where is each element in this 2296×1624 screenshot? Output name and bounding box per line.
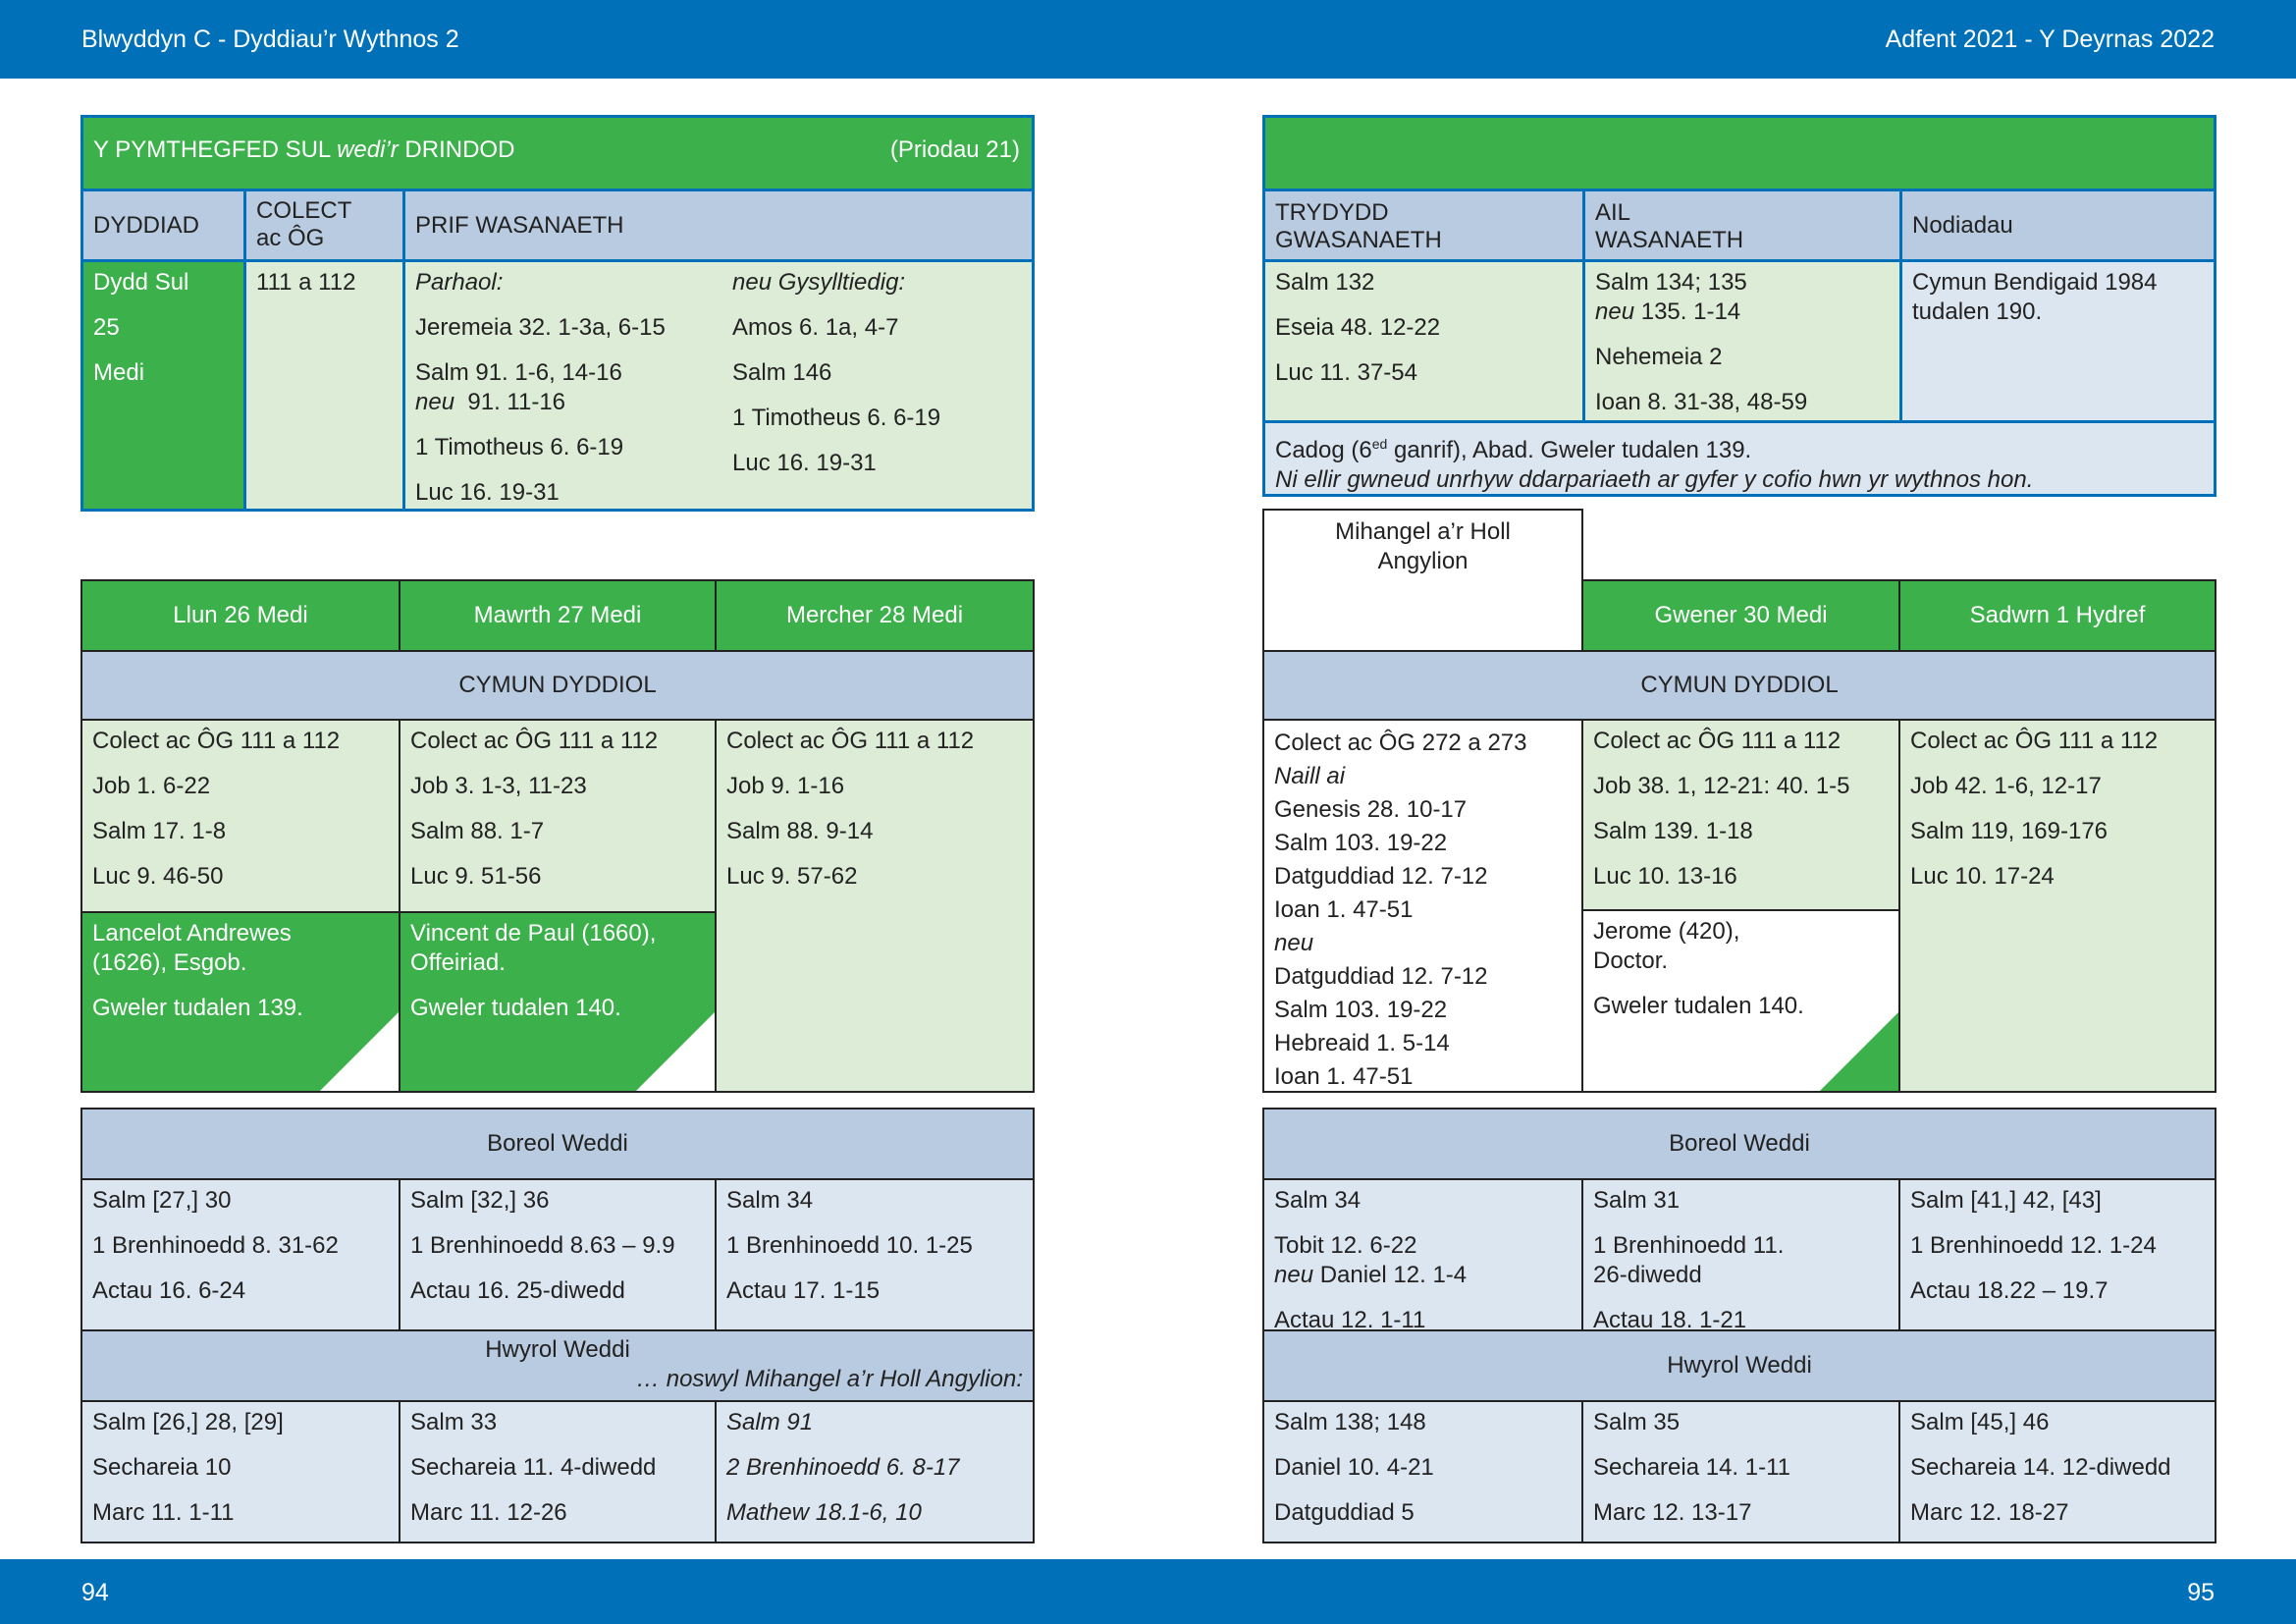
corner-triangle-mark — [1820, 1012, 1898, 1091]
sunday-notes: Cymun Bendigaid 1984 tudalen 190. — [1899, 259, 2214, 420]
day-header-fri: Gwener 30 Medi — [1581, 579, 1898, 650]
header-right-title: Adfent 2021 - Y Deyrnas 2022 — [1885, 26, 2215, 53]
sunday-reference: (Priodau 21) — [889, 136, 1020, 163]
prayer-table-right — [1262, 1108, 2216, 1543]
cymun-fri: Colect ac ÔG 111 a 112 Job 38. 1, 12-21: 40. 1-5 Salm 139. 1-18 Luc 10. 13-16 — [1581, 719, 1898, 909]
hwyrol-fri: Salm 35 Sechareia 14. 1-11 Marc 12. 13-17 — [1581, 1400, 1898, 1542]
hwyrol-wed: Salm 91 2 Brenhinoedd 6. 8-17 Mathew 18.1-6, 10 — [715, 1400, 1033, 1542]
sunday-title-row-continued — [1265, 118, 2214, 189]
day-header-tue: Mawrth 27 Medi — [399, 581, 715, 650]
weekday-table-left — [80, 579, 1035, 1093]
col-header-second-service: AIL WASANAETH — [1582, 189, 1899, 259]
festival-header-thu: Mihangel a’r Holl Angylion — [1262, 509, 1583, 650]
weekday-table-right — [1262, 579, 2216, 1093]
cymun-header-right: CYMUN DYDDIOL — [1264, 650, 2215, 719]
commemoration-mon: Lancelot Andrewes (1626), Esgob. Gweler tudalen 139. — [82, 911, 399, 1091]
sunday-commemoration: Cadog ($6^{ed}$ ganrif), Abad. Gweler tudalen 139. Ni ellir gwneud unrhyw ddarpariaeth ar gyfer y cofio hwn yr wythnos hon. — [1265, 420, 2214, 494]
header-bar — [0, 0, 2296, 79]
sunday-table — [80, 115, 1035, 512]
col-header-main-service: PRIF WASANAETH — [402, 189, 1032, 259]
cymun-sat: Colect ac ÔG 111 a 112 Job 42. 1-6, 12-17 Salm 119, 169-176 Luc 10. 17-24 — [1898, 719, 2215, 1091]
col-header-third-service: TRYDYDD GWASANAETH — [1265, 189, 1582, 259]
sunday-title: Y PYMTHEGFED SUL wedi’r DRINDOD — [93, 136, 515, 163]
hwyrol-sat: Salm [45,] 46 Sechareia 14. 12-diwedd Marc 12. 18-27 — [1898, 1400, 2215, 1542]
day-header-mon: Llun 26 Medi — [82, 581, 399, 650]
hwyrol-thu: Salm 138; 148 Daniel 10. 4-21 Datguddiad 5 — [1264, 1400, 1581, 1542]
footer-bar — [0, 1559, 2296, 1624]
prayer-table-left — [80, 1108, 1035, 1543]
cymun-header-left: CYMUN DYDDIOL — [82, 650, 1033, 719]
hwyrol-header-left: Hwyrol Weddi … noswyl Mihangel a’r Holl Angylion: — [82, 1329, 1033, 1400]
second-service-readings: Salm 134; 135 neu 135. 1-14 Nehemeia 2 Ioan 8. 31-38, 48-59 — [1582, 259, 1899, 420]
col-header-date: DYDDIAD — [83, 189, 243, 259]
header-left-title: Blwyddyn C - Dyddiau’r Wythnos 2 — [81, 26, 459, 53]
sunday-collect: 111 a 112 — [243, 259, 402, 509]
sunday-table-continued — [1262, 115, 2216, 497]
cymun-wed: Colect ac ÔG 111 a 112 Job 9. 1-16 Salm 88. 9-14 Luc 9. 57-62 — [715, 719, 1033, 1091]
cymun-mon: Colect ac ÔG 111 a 112 Job 1. 6-22 Salm 17. 1-8 Luc 9. 46-50 — [82, 719, 399, 911]
hwyrol-tue: Salm 33 Sechareia 11. 4-diwedd Marc 11. 12-26 — [399, 1400, 715, 1542]
boreol-header-left: Boreol Weddi — [82, 1110, 1033, 1178]
third-service-readings: Salm 132 Eseia 48. 12-22 Luc 11. 37-54 — [1265, 259, 1582, 420]
boreol-wed: Salm 34 1 Brenhinoedd 10. 1-25 Actau 17. 1-15 — [715, 1178, 1033, 1329]
corner-triangle-mark — [320, 1012, 399, 1091]
boreol-mon: Salm [27,] 30 1 Brenhinoedd 8. 31-62 Actau 16. 6-24 — [82, 1178, 399, 1329]
col-header-collect: COLECT ac ÔG — [243, 189, 402, 259]
commemoration-tue: Vincent de Paul (1660), Offeiriad. Gweler tudalen 140. — [399, 911, 715, 1091]
sunday-title-row — [83, 118, 1032, 189]
corner-triangle-mark — [636, 1012, 715, 1091]
boreol-thu: Salm 34 Tobit 12. 6-22 neu Daniel 12. 1-4 Actau 12. 1-11 — [1264, 1178, 1581, 1329]
boreol-fri: Salm 31 1 Brenhinoedd 11. 26-diwedd Actau 18. 1-21 — [1581, 1178, 1898, 1329]
sunday-date: Dydd Sul 25 Medi — [83, 259, 243, 509]
boreol-header-right: Boreol Weddi — [1264, 1110, 2215, 1178]
page-number-left: 94 — [81, 1579, 109, 1606]
sunday-related-readings: neu Gysylltiedig: Amos 6. 1a, 4-7 Salm 146 1 Timotheus 6. 6-19 Luc 16. 19-31 — [732, 269, 941, 476]
hwyrol-header-right: Hwyrol Weddi — [1264, 1329, 2215, 1400]
col-header-notes: Nodiadau — [1899, 189, 2214, 259]
day-header-wed: Mercher 28 Medi — [715, 581, 1033, 650]
hwyrol-mon: Salm [26,] 28, [29] Sechareia 10 Marc 11. 1-11 — [82, 1400, 399, 1542]
cymun-thu: Colect ac ÔG 272 a 273 Naill ai Genesis 28. 10-17 Salm 103. 19-22 Datguddiad 12. 7-12 Ioan 1. 47-51 neu Datguddiad 12. 7-12 Salm 103. 19-22 Hebreaid 1. 5-14 Ioan 1. 47-51 — [1264, 719, 1581, 1091]
cymun-tue: Colect ac ÔG 111 a 112 Job 3. 1-3, 11-23 Salm 88. 1-7 Luc 9. 51-56 — [399, 719, 715, 911]
boreol-tue: Salm [32,] 36 1 Brenhinoedd 8.63 – 9.9 Actau 16. 25-diwedd — [399, 1178, 715, 1329]
day-header-thu-spacer — [1264, 579, 1581, 650]
sunday-continuous-readings: Parhaol: Jeremeia 32. 1-3a, 6-15 Salm 91. 1-6, 14-16 neu 91. 11-16 1 Timotheus 6. 6-19 Luc 16. 19-31 neu Gysylltiedig: Amos 6. 1a, 4-7 Salm 146 1 Timotheus 6. 6-19 Luc 16. 19-31 — [402, 259, 1032, 509]
commemoration-fri: Jerome (420), Doctor. Gweler tudalen 140. — [1581, 909, 1898, 1091]
eve-of-michaelmas-note: … noswyl Mihangel a’r Holl Angylion: — [636, 1366, 1023, 1392]
page-number-right: 95 — [2187, 1579, 2215, 1606]
day-header-sat: Sadwrn 1 Hydref — [1898, 579, 2215, 650]
boreol-sat: Salm [41,] 42, [43] 1 Brenhinoedd 12. 1-24 Actau 18.22 – 19.7 — [1898, 1178, 2215, 1329]
